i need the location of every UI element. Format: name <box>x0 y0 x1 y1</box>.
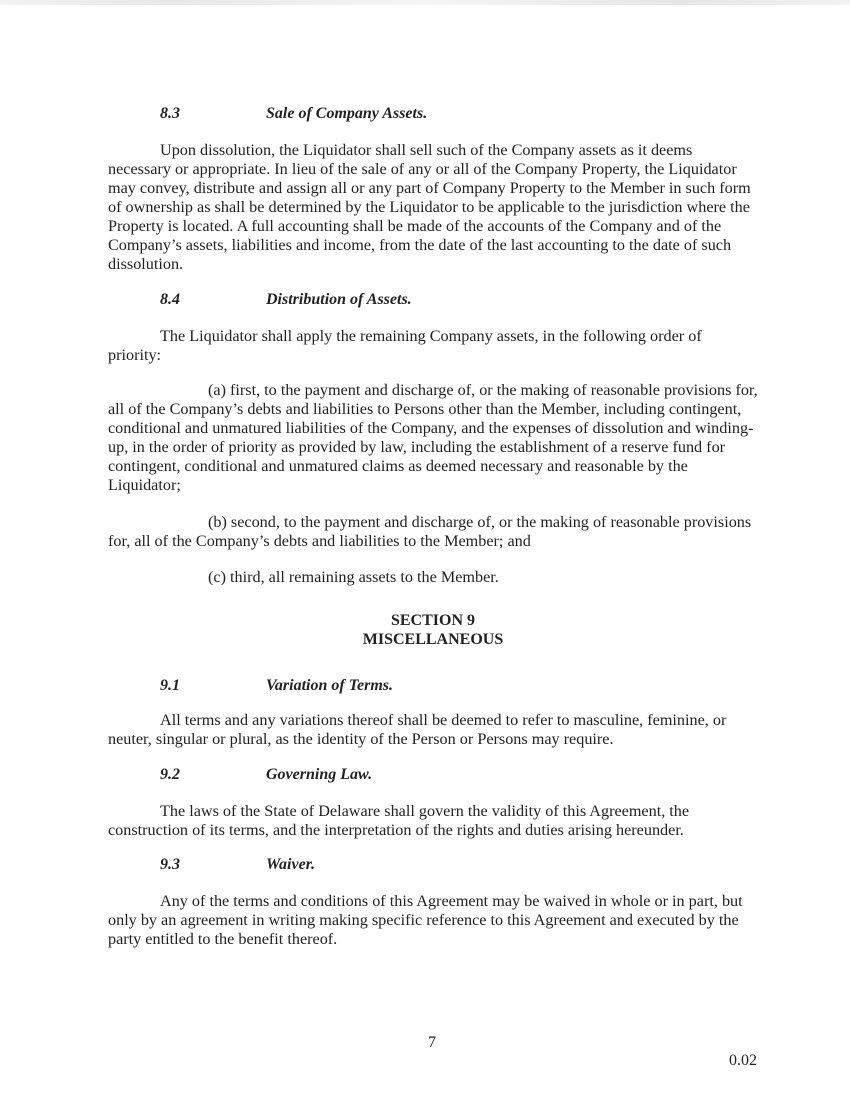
section-9-3-title: Waiver. <box>266 856 316 873</box>
section-8-4-item-c: (c) third, all remaining assets to the Member. <box>208 568 499 586</box>
section-9-heading: SECTION 9 <box>390 612 476 629</box>
document-version: 0.02 <box>729 1052 757 1069</box>
section-8-3-number: 8.3 <box>160 105 180 122</box>
section-8-3-title: Sale of Company Assets. <box>266 105 428 122</box>
section-9-1-title: Variation of Terms. <box>266 677 393 694</box>
section-8-4-body: The Liquidator shall apply the remaining Company assets, in the following order of priority: <box>108 327 702 364</box>
page-number: 7 <box>428 1034 436 1051</box>
section-8-3-body: Upon dissolution, the Liquidator shall sell such of the Company assets as it deems necessary or appropriate. In lieu of the sale of any or all of the Company Property, the Liquidator may convey, distribute and assign all or any part of Company Property to the Member in such form of ownership as shall be determined by the Liquidator to be applicable to the jurisdiction where the Property is located. A full accounting shall be made of the accounts of the Company and of the Company’s assets, liabilities and income, from the date of the last accounting to the date of such dissolution. <box>108 141 751 273</box>
section-8-4-item-a: (a) first, to the payment and discharge of, or the making of reasonable provisions for, all of the Company’s debts and liabilities to Persons other than the Member, including contingent, conditional and unmatured liabilities of the Company, and the expenses of dissolution and winding-up, in the order of priority as provided by law, including the establishment of a reserve fund for contingent, conditional and unmatured claims as deemed necessary and reasonable by the Liquidator; <box>108 381 758 494</box>
scan-edge-artifact <box>0 0 850 5</box>
section-8-4-title: Distribution of Assets. <box>266 291 412 308</box>
section-8-4-number: 8.4 <box>160 291 180 308</box>
section-9-2-number: 9.2 <box>160 766 180 783</box>
section-9-2-body: The laws of the State of Delaware shall govern the validity of this Agreement, the construction of its terms, and the interpretation of the rights and duties arising hereunder. <box>108 802 690 839</box>
section-9-1-number: 9.1 <box>160 677 180 694</box>
section-9-2-title: Governing Law. <box>266 766 373 783</box>
section-9-3-number: 9.3 <box>160 856 180 873</box>
section-9-subheading: MISCELLANEOUS <box>362 631 504 648</box>
section-9-3-body: Any of the terms and conditions of this Agreement may be waived in whole or in part, but only by an agreement in writing making specific reference to this Agreement and executed by the party entitled to the benefit thereof. <box>108 892 743 948</box>
section-8-4-item-b: (b) second, to the payment and discharge of, or the making of reasonable provisions for, all of the Company’s debts and liabilities to the Member; and <box>108 513 752 550</box>
section-9-1-body: All terms and any variations thereof shall be deemed to refer to masculine, feminine, or neuter, singular or plural, as the identity of the Person or Persons may require. <box>108 711 727 748</box>
